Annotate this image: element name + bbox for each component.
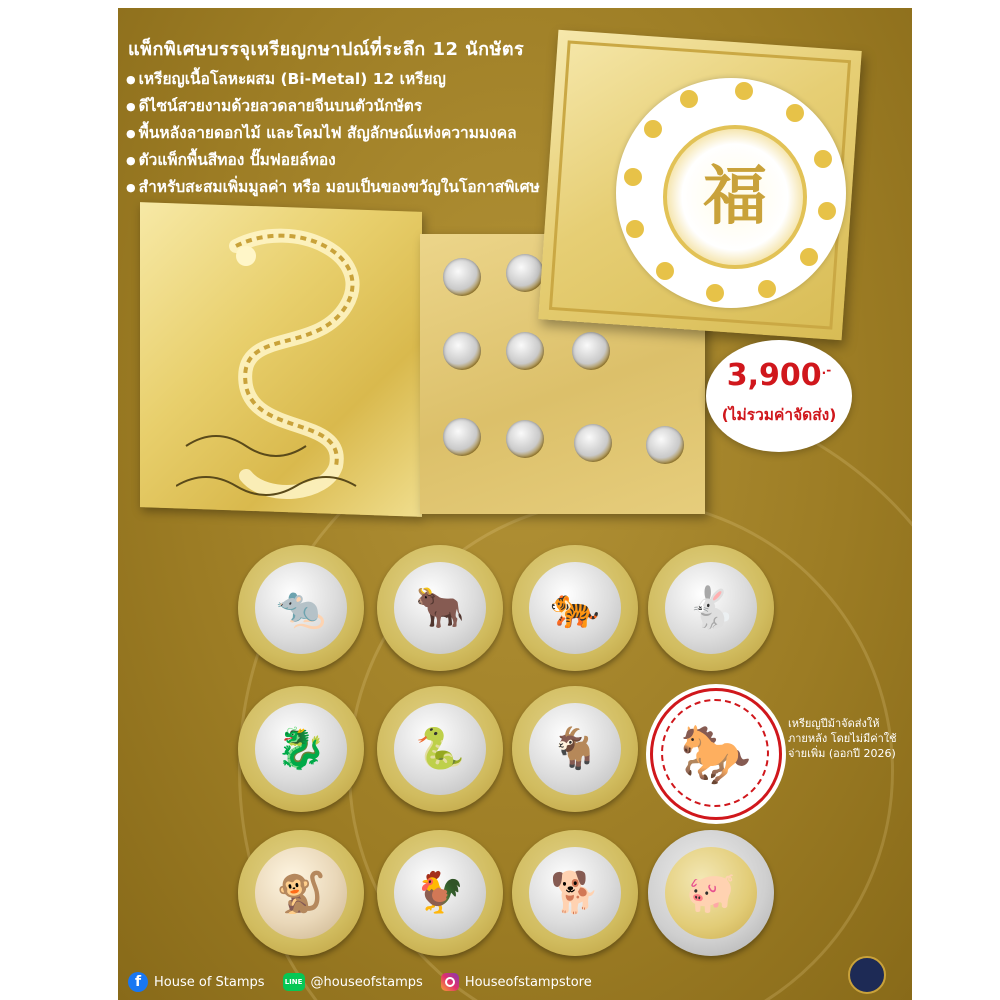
coin-slot <box>443 258 481 296</box>
coin-slot <box>506 254 544 292</box>
monkey-icon: 🐒 <box>255 847 347 939</box>
rat-icon: 🐀 <box>255 562 347 654</box>
dragon-illustration <box>176 216 396 506</box>
zodiac-icon <box>735 82 753 100</box>
top-border <box>0 0 1000 8</box>
feature-item: ● สำหรับสะสมเพิ่มมูลค่า หรือ มอบเป็นของขวัญในโอกาสพิเศษ <box>126 174 540 201</box>
coin-rabbit <box>648 545 774 671</box>
instagram-icon <box>441 973 459 991</box>
coin-rooster <box>377 830 503 956</box>
coin-goat <box>512 686 638 812</box>
zodiac-icon <box>680 90 698 108</box>
rooster-icon: 🐓 <box>394 847 486 939</box>
coin-slot <box>646 426 684 464</box>
coin-slot <box>443 418 481 456</box>
left-margin <box>0 0 118 1000</box>
facebook-icon: f <box>128 972 148 992</box>
coin-ox <box>377 545 503 671</box>
dog-icon: 🐕 <box>529 847 621 939</box>
fortune-character: 福 <box>703 159 767 234</box>
price-shipping-note: (ไม่รวมค่าจัดส่ง) <box>721 406 837 424</box>
line-label: @houseofstamps <box>310 974 423 990</box>
horse-paper-cut-badge <box>650 688 782 820</box>
goat-icon: 🐐 <box>529 703 621 795</box>
coin-slot <box>572 332 610 370</box>
zodiac-icon <box>624 168 642 186</box>
coin-snake <box>377 686 503 812</box>
snake-icon: 🐍 <box>394 703 486 795</box>
feature-item: ● เหรียญเนื้อโลหะผสม (Bi-Metal) 12 เหรียญ <box>126 66 540 93</box>
zodiac-icon <box>644 120 662 138</box>
horse-icon: 🐎 <box>679 720 753 788</box>
instagram-label: Houseofstampstore <box>464 974 592 990</box>
ox-icon: 🐂 <box>394 562 486 654</box>
facebook-label: House of Stamps <box>154 974 265 990</box>
price-amount: 3,900.- <box>726 358 832 393</box>
pig-icon: 🐖 <box>665 847 757 939</box>
coin-pig <box>648 830 774 956</box>
coin-slot <box>574 424 612 462</box>
price-badge <box>706 340 852 452</box>
tiger-icon: 🐅 <box>529 562 621 654</box>
coin-tiger <box>512 545 638 671</box>
coin-dragon <box>238 686 364 812</box>
facebook-link[interactable] <box>128 972 265 992</box>
feature-list <box>126 66 540 201</box>
line-icon: LINE <box>283 973 305 991</box>
feature-item: ● พื้นหลังลายดอกไม้ และโคมไฟ สัญลักษณ์แห่งความมงคล <box>126 120 540 147</box>
official-seal-icon <box>848 956 886 994</box>
right-margin <box>912 0 1000 1000</box>
zodiac-icon <box>818 202 836 220</box>
zodiac-icon <box>786 104 804 122</box>
line-link[interactable] <box>283 973 423 991</box>
page-title: แพ็กพิเศษบรรจุเหรียญกษาปณ์ที่ระลึก 12 นักษัตร <box>128 39 525 60</box>
feature-item: ● ตัวแพ็กพื้นสีทอง ปั๊มฟอยล์ทอง <box>126 147 540 174</box>
coin-dog <box>512 830 638 956</box>
zodiac-icon <box>758 280 776 298</box>
feature-item: ● ดีไซน์สวยงามด้วยลวดลายจีนบนตัวนักษัตร <box>126 93 540 120</box>
social-footer <box>128 970 610 994</box>
coin-monkey <box>238 830 364 956</box>
coin-slot <box>506 420 544 458</box>
horse-coin-note: เหรียญปีม้าจัดส่งให้ภายหลัง โดยไม่มีค่าใช้จ่ายเพิ่ม (ออกปี 2026) <box>788 717 897 760</box>
rabbit-icon: 🐇 <box>665 562 757 654</box>
zodiac-icon <box>706 284 724 302</box>
coin-rat <box>238 545 364 671</box>
instagram-link[interactable] <box>441 973 592 991</box>
coin-slot <box>506 332 544 370</box>
price-suffix: .- <box>821 363 832 377</box>
zodiac-icon <box>814 150 832 168</box>
dragon-icon: 🐉 <box>255 703 347 795</box>
zodiac-icon <box>626 220 644 238</box>
coin-slot <box>443 332 481 370</box>
